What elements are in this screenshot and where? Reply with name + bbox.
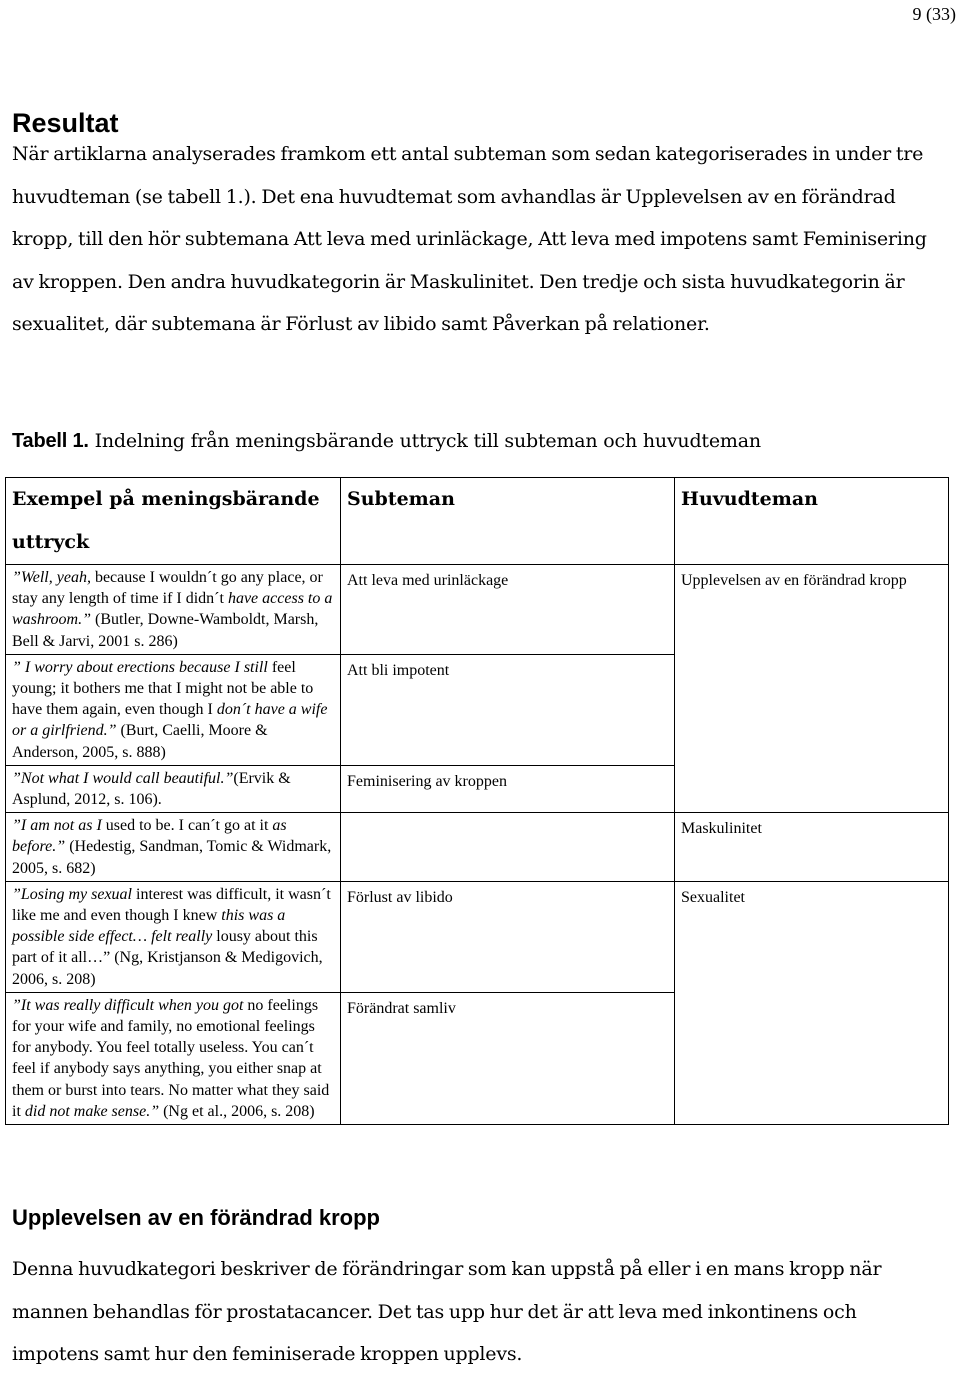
subtheme-cell: Förlust av libido bbox=[341, 881, 675, 992]
subtheme-cell: Att leva med urinläckage bbox=[341, 565, 675, 655]
quote-cell bbox=[6, 813, 341, 882]
header-cell-subthemes: Subteman bbox=[341, 478, 675, 565]
subtheme-cell: Förändrat samliv bbox=[341, 992, 675, 1124]
quote-text: used to be. I can´t go at it bbox=[101, 817, 273, 835]
table-row bbox=[6, 565, 949, 655]
quote-italic: ”Not what bbox=[12, 769, 80, 787]
subtheme-cell bbox=[341, 813, 675, 882]
quote-italic: have access to a washroom.” bbox=[12, 590, 333, 629]
main-theme-cell: Upplevelsen av en förändrad kropp bbox=[675, 565, 949, 813]
quote-text: because I wouldn´t go any place, or stay any length of time if I didn´t bbox=[12, 569, 323, 608]
quote-italic: ” I worry about erections because I still bbox=[12, 658, 268, 676]
quote-citation: (Hedestig, Sandman, Tomic & Widmark, 2005, s. 682) bbox=[12, 838, 332, 877]
quote-cell bbox=[6, 992, 341, 1124]
quote-citation: lousy about this part of it all…” (Ng, Kristjanson & Medigovich, 2006, s. 208) bbox=[12, 928, 323, 988]
quote-italic: ”Well, yeah, bbox=[12, 569, 91, 586]
table-row bbox=[6, 813, 949, 882]
subtheme-cell: Att bli impotent bbox=[341, 654, 675, 765]
table-row bbox=[6, 881, 949, 992]
table-caption-label: Tabell 1. bbox=[12, 430, 89, 452]
main-theme-cell: Sexualitet bbox=[675, 881, 949, 1124]
main-theme-cell: Maskulinitet bbox=[675, 813, 949, 882]
quote-citation: (Burt, Caelli, Moore & Anderson, 2005, s. 888) bbox=[12, 722, 268, 761]
table-caption bbox=[12, 430, 761, 453]
theme-table bbox=[5, 477, 949, 1125]
quote-italic: ”Losing my sexual bbox=[12, 885, 132, 903]
quote-italic: this was a possible side effect… felt really bbox=[12, 907, 286, 946]
quote-italic: ”I am not as I bbox=[12, 817, 102, 835]
quote-citation: (Ervik & Asplund, 2012, s. 106). bbox=[12, 769, 291, 809]
quote-italic: ”It was really difficult when you got bbox=[12, 996, 244, 1014]
quote-cell bbox=[6, 765, 341, 812]
table-header-row bbox=[6, 478, 949, 565]
intro-paragraph: När artiklarna analyserades framkom ett antal subteman som sedan kategoriserades in under tre huvudteman (se tabell 1.). Det ena huvudtemat som avhandlas är Upplevelsen av en förändrad kropp, till den hör subtemana Att leva med urinläckage, Att leva med impotens samt Feminisering av kroppen. Den andra huvudkategorin är Maskulinitet. Den tredje och sista huvudkategorin är sexualitet, där subtemana är Förlust av libido samt Påverkan på relationer. bbox=[12, 143, 927, 335]
quote-italic: did not make sense.” bbox=[24, 1102, 160, 1120]
section-heading-upplevelsen: Upplevelsen av en förändrad kropp bbox=[12, 1205, 380, 1230]
quote-citation: (Ng et al., 2006, s. 208) bbox=[159, 1102, 315, 1120]
page-number: 9 (33) bbox=[912, 4, 956, 24]
quote-text: no feelings for your wife and family, no emotional feelings for anybody. You feel totally useless. You can´t feel if anybody says anything, you either snap at them or burst into tears. No matter what they said it bbox=[12, 996, 330, 1120]
section-heading-resultat: Resultat bbox=[12, 108, 119, 138]
quote-cell bbox=[6, 654, 341, 765]
quote-italic: as before.” bbox=[12, 817, 287, 856]
upplevelsen-paragraph: Denna huvudkategori beskriver de förändringar som kan uppstå på eller i en mans kropp när mannen behandlas för prostatacancer. Det tas upp hur det är att leva med inkontinens och impotens samt hur den feminiserade kroppen upplevs. bbox=[12, 1258, 882, 1365]
quote-text: feel young; it bothers me that I might not be able to have them again, even though I bbox=[12, 658, 314, 719]
quote-text: interest was difficult, it wasn´t like me and even though I knew bbox=[12, 885, 331, 925]
header-cell-main-themes: Huvudteman bbox=[675, 478, 949, 565]
quote-cell bbox=[6, 565, 341, 655]
header-cell-examples: Exempel på meningsbärande uttryck bbox=[6, 478, 341, 565]
quote-italic: I would call beautiful.” bbox=[83, 769, 234, 787]
quote-italic: don´t have a wife or a girlfriend.” bbox=[12, 701, 328, 740]
table-caption-text: Indelning från meningsbärande uttryck till subteman och huvudteman bbox=[88, 430, 761, 452]
subtheme-cell: Feminisering av kroppen bbox=[341, 765, 675, 812]
quote-citation: (Butler, Downe-Wamboldt, Marsh, Bell & Jarvi, 2001 s. 286) bbox=[12, 611, 319, 650]
quote-cell bbox=[6, 881, 341, 992]
